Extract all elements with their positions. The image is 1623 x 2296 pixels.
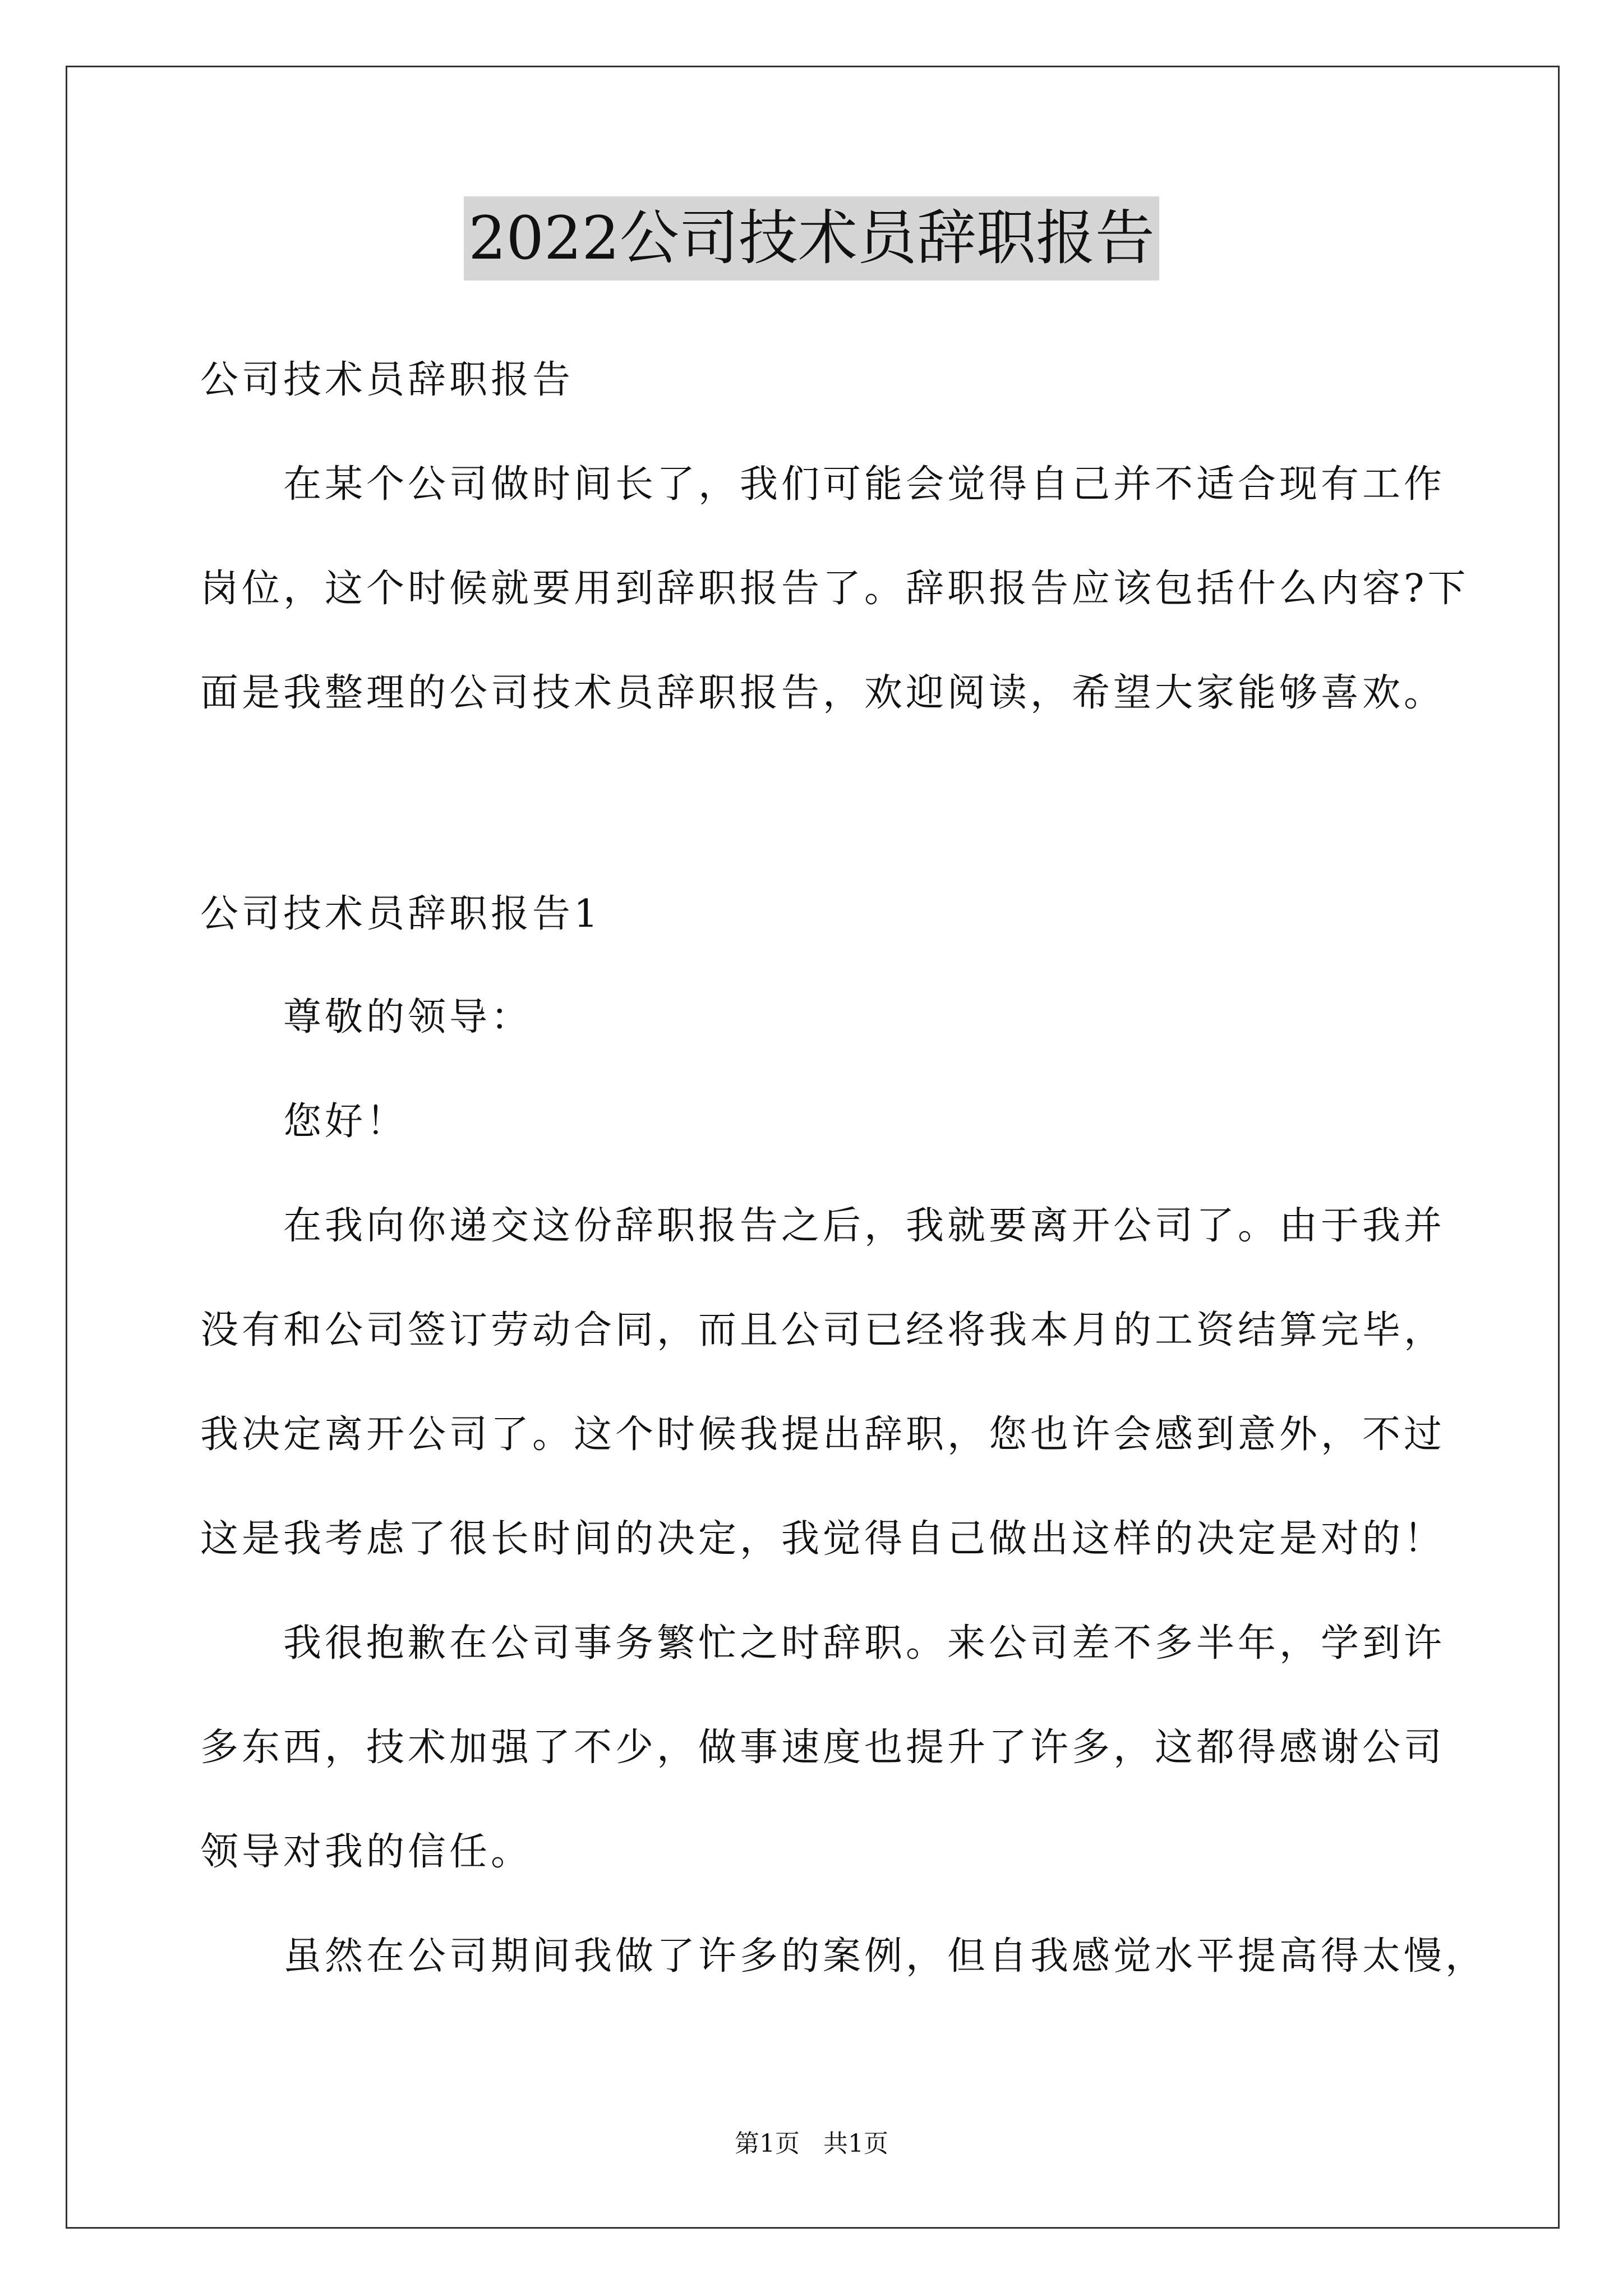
paragraph-line: 虽然在公司期间我做了许多的案例，但自我感觉水平提高得太慢， — [200, 1934, 1487, 1978]
paragraph-line: 多东西，技术加强了不少，做事速度也提升了许多，这都得感谢公司 — [200, 1726, 1446, 1770]
paragraph-line: 在我向你递交这份辞职报告之后，我就要离开公司了。由于我并 — [200, 1204, 1446, 1248]
paragraph-line: 面是我整理的公司技术员辞职报告，欢迎阅读，希望大家能够喜欢。 — [200, 671, 1446, 715]
paragraph-line: 这是我考虑了很长时间的决定，我觉得自己做出这样的决定是对的！ — [200, 1517, 1446, 1561]
paragraph-line: 我决定离开公司了。这个时候我提出辞职，您也许会感到意外，不过 — [200, 1412, 1446, 1457]
document-title: 2022公司技术员辞职报告 — [464, 196, 1159, 280]
greeting-line: 您好！ — [200, 1099, 408, 1144]
paragraph-line: 我很抱歉在公司事务繁忙之时辞职。来公司差不多半年，学到许 — [200, 1621, 1446, 1665]
subtitle-line: 公司技术员辞职报告 — [200, 358, 574, 402]
paragraph-line: 没有和公司签订劳动合同，而且公司已经将我本月的工资结算完毕， — [200, 1308, 1446, 1352]
title-container — [0, 196, 1623, 280]
page-footer — [0, 2127, 1623, 2161]
page-number: 第1页 — [735, 2129, 800, 2158]
paragraph-line: 领导对我的信任。 — [200, 1830, 533, 1874]
paragraph-line: 岗位，这个时候就要用到辞职报告了。辞职报告应该包括什么内容?下 — [200, 567, 1469, 611]
paragraph-line: 在某个公司做时间长了，我们可能会觉得自己并不适合现有工作 — [200, 462, 1446, 507]
salutation-line: 尊敬的领导： — [200, 995, 533, 1039]
section-heading: 公司技术员辞职报告1 — [200, 892, 602, 936]
page-total: 共1页 — [823, 2129, 888, 2158]
